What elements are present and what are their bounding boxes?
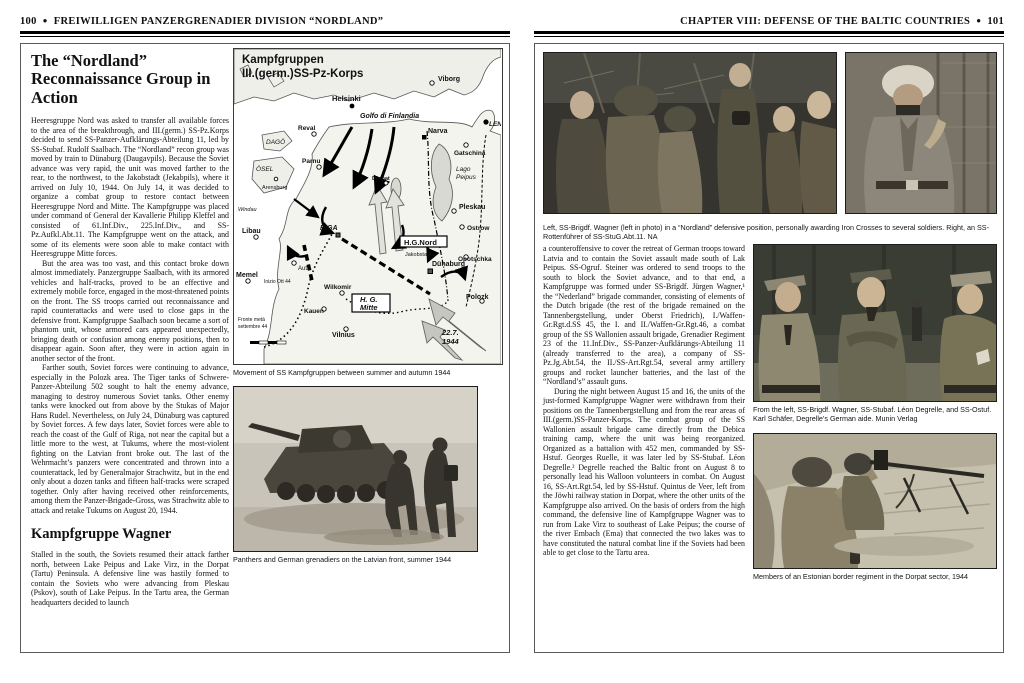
- header-rule-thin: [20, 36, 510, 37]
- map-label-narva: Narva: [428, 128, 448, 135]
- map-label-viborg: Viborg: [438, 76, 461, 83]
- map-label-hg-mitte-2: Mitte: [360, 303, 378, 312]
- wagner-award-photo-frame: [543, 52, 837, 214]
- left-figure-column: [233, 48, 503, 565]
- degrelle-group-photo-frame: [753, 244, 997, 402]
- map-label-riga: RIGA: [320, 225, 338, 232]
- map-label-arensburg: Arensburg: [262, 185, 288, 191]
- right-header-title: CHAPTER VIII: DEFENSE OF THE BALTIC COUNTRIES: [680, 15, 971, 27]
- map-label-hg-nord: H.G.Nord: [404, 238, 437, 247]
- map-label-polozk: Polozk: [466, 294, 489, 301]
- map-label-opotschka: Opotschka: [458, 256, 492, 263]
- right-page: [534, 14, 1004, 653]
- article-title: The “Nordland” Reconnaissance Group in Action: [31, 51, 211, 107]
- map-label-ostrow: Ostrow: [467, 225, 490, 232]
- paragraph: During the night between August 15 and 16, the units of the just-formed Kampfgruppe Wagner were withdrawn from their positions on the Tannenbergstellung and from the rear areas of III.(germ.)SS-Panzer-Korps. The combat group of the SS Wallonien assault brigade came directly from the Debica training camp, where the unit was being reorganized. Organized as a battalion with 452 men, commanded by SS-Hstuf. Georges Ruelle, it was later led by SS-Stubaf. Léon Degrelle.² Degrelle reached the Baltic front on August 8 to personally lead his Walloon volunteers in combat. On August 16, SS-Art.Rgt.54, led by SS-Hstuf. Quintus de Veer, left from the Jöwhi railway station in Dorpat, where the other units of the Kampfgruppe also arrived. On the basis of orders from the high command, the defensive line of Kampfgruppe Wagner was to run from Lake Virz to southeast of Lake Peipus; the course of the river Embach (Ema) that connected the two lakes was to have constituted the natural combat line if the Soviets had been able to get close to the Tartu area.: [543, 386, 745, 557]
- degrelle-group-photo-illustration: [754, 245, 996, 401]
- left-page: [20, 14, 510, 653]
- map-label-date-1: 22.7.: [442, 328, 459, 337]
- map-label-lago: Lago: [456, 166, 471, 173]
- map-label-kauen: Kauen: [304, 308, 324, 315]
- map-label-fronte-1: Fronte metà: [238, 317, 265, 323]
- top-photo-caption: Left, SS-Brigdf. Wagner (left in photo) in a “Nordland” defensive position, personally awarding Iron Crosses to several soldiers. Right, an SS-Rottenführer of SS-StuG.Abt.11. NA: [543, 223, 989, 242]
- map-title-line2: III.(germ.)SS-Pz-Korps: [242, 68, 364, 80]
- map-title-line1: Kampfgruppen: [242, 54, 324, 66]
- map-label-gatschina: Gatschina: [454, 150, 486, 157]
- map-label-windau: Windau: [238, 207, 257, 213]
- map-label-memel: Memel: [236, 272, 258, 279]
- map-label-date-2: 1944: [442, 337, 459, 346]
- right-running-header: [534, 14, 1004, 28]
- left-page-content: [20, 43, 510, 653]
- map-scale-bar: [250, 341, 286, 344]
- header-rule-thin: [534, 36, 1004, 37]
- header-bullet-icon: ●: [42, 16, 48, 25]
- map-label-leningrad: LEN: [489, 121, 501, 128]
- right-page-number: 101: [987, 15, 1004, 27]
- top-photo-row: [543, 52, 997, 214]
- panther-photo-caption: Panthers and German grenadiers on the Latvian front, summer 1944: [233, 555, 452, 565]
- map-label-dunaburg: Dünaburg: [432, 261, 466, 268]
- map-label-vilnius: Vilnius: [332, 332, 355, 339]
- right-figure-column: [753, 244, 997, 581]
- map-label-parnu: Parnu: [302, 158, 321, 165]
- paragraph: Farther south, Soviet forces were continuing to advance, especially in the Polozk area. The Tiger tanks of Schwere-Panzer-Abteilung 502 sought to halt the enemy advance, managing to destroy numerous Soviet tanks. Other enemy tanks were knocked out from above by the Stukas of Major Hans Rudel. Nevertheless, on July 24, Dünaburg was captured by Soviet forces. A few days later, Soviet forces were able to reach the coast of the Gulf of Riga, not near the capital but a little more to the west, at Tukums, where the most-violent fighting on the Latvian front broke out. The last of the Wehrmacht’s panzers were concentrated and thrown into a counterattack, led by Generalmajor Strachwitz, but in the end only about a dozen tanks and fifteen half-tracks were scraped together. Only after having received other reinforcements, among them the Panzer-Brigade-Gross, was Strachwitz able to attack and retake Tukums on August 20, 1944.: [31, 363, 229, 515]
- header-bullet-icon: ●: [976, 16, 982, 25]
- left-running-header: [20, 14, 510, 28]
- left-page-number: 100: [20, 15, 37, 27]
- paragraph: a counteroffensive to cover the retreat of German troops toward Latvia and to contain the Soviet assault made south of Lak Peipus. SS-Ogruf. Steiner was ordered to send troops to the south to block the Soviet advance, and to that end, a Kampfgruppe was formed under SS-Brigdf. Jürgen Wagner,¹ the “Nederland” brigade commander, consisting of elements of the Dutch brigade (the rest of the brigade remained on the Tannenbergstellung, under Oberst Friedrich), I./Waffen-Gr.Rgt.d.SS 45, the I. and II./Waffen-Gr.Rgt.46, a combat group of the SS Wallonien assault brigade, Grenadier Regiment 23 of the 11.Inf.Div., SS-Panzer-Aufklärungs-Abteilung 11 (already transferred to the area), a company of SS-Pz.Jg.Abt.54, the II./SS-Art.Rgt.54, several army artillery groups and rocket launcher batteries, and the last of the “Nordland’s” assault guns.: [543, 244, 745, 386]
- left-text-column: [31, 50, 229, 607]
- paragraph: Stalled in the south, the Soviets resumed their attack farther north, between Lake Peipus and Lake Virz, in the Dorpat (Tartu) Peninsula. A defensive line was hastily formed to contain the Soviets who were advancing from Pleskau (Pskov), south of Lake Peipus. In the Tartu area, the German headquarters decided to launch: [31, 550, 229, 607]
- estonian-regiment-caption: Members of an Estonian border regiment in the Dorpat sector, 1944: [753, 571, 968, 581]
- map-label-helsinki: Helsinki: [332, 94, 361, 103]
- header-rule-thick: [20, 31, 510, 34]
- map-label-autz: Autz: [298, 266, 311, 272]
- map-label-gulf-of-finland: Golfo di Finlandia: [360, 113, 420, 120]
- map-label-hg-mitte-1: H. G.: [360, 295, 378, 304]
- left-header-title: FREIWILLIGEN PANZERGRENADIER DIVISION “NORDLAND”: [53, 15, 384, 27]
- map-label-peipus: Peipus: [456, 174, 476, 181]
- map-label-jakobstadt: Jakobstadt: [405, 252, 432, 258]
- right-text-column: [543, 244, 745, 558]
- map-label-fronte-2: settembre 44: [238, 324, 268, 330]
- map-label-pleskau: Pleskau: [459, 204, 486, 211]
- estonian-regiment-photo-frame: [753, 433, 997, 569]
- wagner-award-photo-illustration: [544, 53, 836, 213]
- map-label-dago: DAGÖ: [266, 139, 286, 146]
- right-page-content: [534, 43, 1004, 653]
- rottenfuhrer-photo-frame: [845, 52, 997, 214]
- panther-photo-illustration: [234, 387, 477, 551]
- kampfgruppen-map: [234, 49, 501, 364]
- map-label-libau: Libau: [242, 228, 261, 235]
- estonian-regiment-photo-illustration: [754, 434, 996, 568]
- map-label-dorpat: Dorpat: [372, 176, 390, 182]
- map-label-reval: Reval: [298, 125, 316, 132]
- paragraph: Heeresgruppe Nord was asked to transfer all available forces to the area of the breakthrough, and III.(germ.) SS-Pz.Korps decided to send SS-Panzer-Aufklärungs-Abteilung 11, led by SS-Stubaf. Rudolf Saalbach. The “Nordland” recon group was moved by train to Dünaburg (Daugavpils). Because the Soviet advance was very rapid, the unit was moved farther to the rear, to the northwest, to the Jakobstadt (Jekabpils), where it arrived on July 10, 1944. On July 14, it was decided to organize a combat group to restore contact between Heeresgruppe Nord and Mitte. The Kampfgruppe was placed under command of General der Kavallerie Philipp Kleffel and consisted of 61.Inf.Div., 225.Inf.Div., and SS-Pz.Aufkl.Abt.11. The Kampfgruppe went on the attack, and some of its elements were soon able to make contact with Heeresgruppe Mitte forces.: [31, 116, 229, 259]
- kampfgruppen-map-frame: [233, 48, 503, 365]
- degrelle-group-caption: From the left, SS-Brigdf. Wagner, SS-Stubaf. Léon Degrelle, and SS-Ostuf. Karl Schäfer, Degrelle’s German aide. Munin Verlag: [753, 405, 992, 424]
- header-rule-thick: [534, 31, 1004, 34]
- map-label-wilkomir: Wilkomir: [324, 284, 352, 291]
- section-title-kampfgruppe-wagner: Kampfgruppe Wagner: [31, 526, 172, 543]
- map-caption: Movement of SS Kampfgruppen between summer and autumn 1944: [233, 368, 451, 377]
- map-label-inizio-ott-44: Inizio Ott 44: [264, 279, 291, 285]
- rottenfuhrer-photo-illustration: [846, 53, 996, 213]
- panther-photo-frame: [233, 386, 478, 552]
- paragraph: But the area was too vast, and this contact broke down almost immediately. Panzergruppe Saalbach, with its armored vehicles and half-tracks, proved to be an effective and extremely mobile force, engaged in the most-threatened points on the front. The SS troops carried out reconnaissance and rapid counterattacks and were used to close gaps in the defensive front. Kampfgruppe Saalbach soon became a sort of phantom unit, whose armored cars appeared unexpectedly, bringing death or confusion among enemy positions, then to disappear again. Soon after, they were in action again in another sector of the front.: [31, 258, 229, 363]
- map-label-osel: ÖSEL: [256, 166, 274, 173]
